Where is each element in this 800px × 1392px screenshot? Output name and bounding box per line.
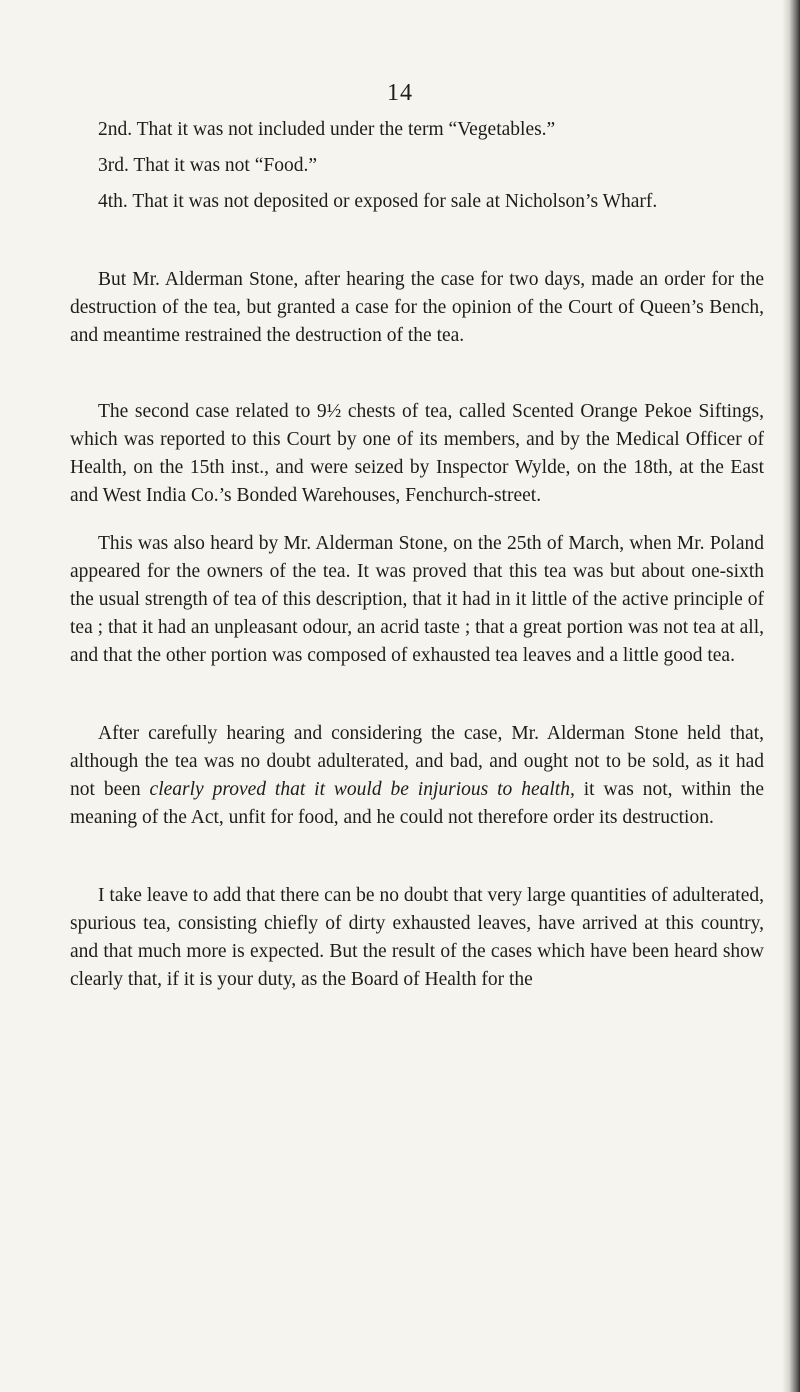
page-number: 14 [387,80,413,106]
paragraph-text-part: it was not, within the meaning of the Act, unfit for food, and he could not therefore order its destruction. [70,779,764,828]
list-item: 2nd. That it was not included under the term “Vegetables.” [98,119,556,140]
paragraph-hearing [70,530,764,670]
paragraph-text: But Mr. Alderman Stone, after hearing the case for two days, made an order for the destruction of the tea, but granted a case for the opinion of the Court of Queen’s Bench, and meantime restrained the destruction of the tea. [70,269,764,346]
paragraph-text: The second case related to 9½ chests of tea, called Scented Orange Pekoe Siftings, which was reported to this Court by one of its members, and by the Medical Officer of Health, on the 15th inst., and were seized by Inspector Wylde, on the 18th, at the East and West India Co.’s Bonded Warehouses, Fenchurch-street. [70,401,764,506]
paragraph-second-case [70,398,764,510]
list-item-3rd [70,152,764,180]
paragraph-alderman-order [70,266,764,350]
paragraph-text-part: After carefully hearing and considering the case, Mr. Alderman Stone held that, although the tea was no doubt adulterated, and bad, and ought not to be sold, as it had not been [70,723,764,800]
paragraph-text [70,720,764,832]
list-item: 4th. That it was not deposited or exposed for sale at Nicholson’s Wharf. [98,191,658,212]
paragraph-conclusion [70,882,764,994]
paragraph-text: I take leave to add that there can be no doubt that very large quantities of adulterated, spurious tea, consisting chiefly of dirty exhausted leaves, have arrived at this country, and that much more is expected. But the result of the cases which have been heard show clearly that, if it is your duty, as the Board of Health for the [70,885,764,990]
paragraph-judgment [70,720,764,832]
paragraph-text: This was also heard by Mr. Alderman Stone, on the 25th of March, when Mr. Poland appeared for the owners of the tea. It was proved that this tea was but about one-sixth the usual strength of tea of this description, that it had in it little of the active principle of tea ; that it had an unpleasant odour, an acrid taste ; that a great portion was not tea at all, and that the other portion was composed of exhausted tea leaves and a little good tea. [70,533,764,666]
page-edge-shadow [782,0,800,1392]
list-item: 3rd. That it was not “Food.” [98,155,317,176]
emphasized-text: clearly proved that it would be injurious to health, [149,779,575,800]
list-item-2nd [70,116,764,144]
list-item-4th [70,188,764,216]
